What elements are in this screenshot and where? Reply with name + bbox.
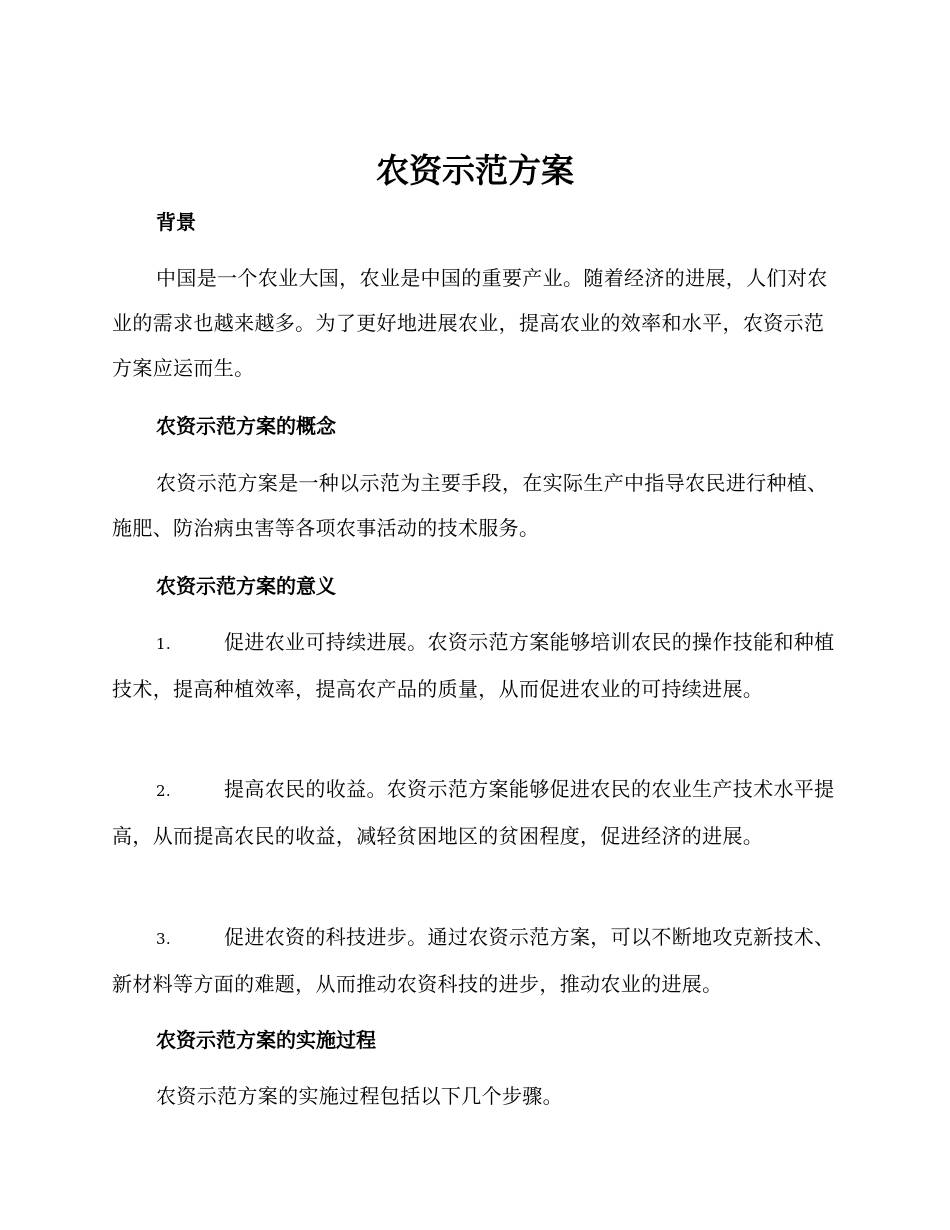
list-item-text: 促进农业可持续进展。农资示范方案能够培训农民的操作技能和种植技术，提高种植效率，提高农产品的质量，从而促进农业的可持续进展。 [112,630,835,701]
section-paragraph-background: 中国是一个农业大国，农业是中国的重要产业。随着经济的进展，人们对农业的需求也越来越多。为了更好地进展农业，提高农业的效率和水平，农资示范方案应运而生。 [112,266,828,380]
list-item-number: 2. [156,782,172,800]
list-item [112,767,838,859]
list-item [112,620,838,712]
list-item-number: 1. [156,635,172,653]
list-item [112,915,838,1007]
section-heading-concept: 农资示范方案的概念 [156,414,336,438]
section-paragraph-concept: 农资示范方案是一种以示范为主要手段，在实际生产中指导农民进行种植、施肥、防治病虫害等各项农事活动的技术服务。 [112,471,828,540]
list-item-text: 促进农资的科技进步。通过农资示范方案，可以不断地攻克新技术、新材料等方面的难题，从而推动农资科技的进步，推动农业的进展。 [112,925,835,996]
document-title: 农资示范方案 [376,151,574,190]
list-item-text: 提高农民的收益。农资示范方案能够促进农民的农业生产技术水平提高，从而提高农民的收益，减轻贫困地区的贫困程度，促进经济的进展。 [112,777,835,848]
section-heading-significance: 农资示范方案的意义 [156,574,336,598]
section-heading-background: 背景 [156,210,196,234]
list-item-number: 3. [156,930,172,948]
section-heading-implementation: 农资示范方案的实施过程 [156,1028,376,1052]
section-paragraph-implementation: 农资示范方案的实施过程包括以下几个步骤。 [156,1084,563,1108]
